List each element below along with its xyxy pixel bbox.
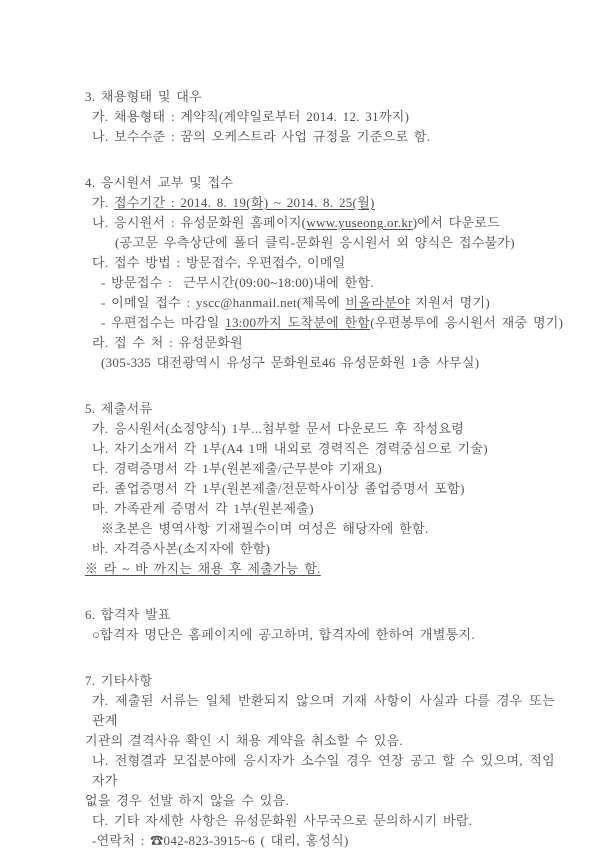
- document-line: [85, 353, 555, 373]
- text-segment: 기관의 결격사유 확인 시 채용 계약을 취소할 수 있음.: [85, 733, 403, 748]
- text-segment: 다. 접수 방법 : 방문접수, 우편접수, 이메일: [92, 255, 346, 270]
- document-line: [85, 519, 555, 539]
- text-segment: 다. 기타 자세한 사항은 유성문화원 사무국으로 문의하시기 바람.: [92, 813, 473, 828]
- text-segment: (우편봉투에 응시원서 재중 명기): [370, 315, 564, 330]
- text-segment: 가.: [92, 195, 114, 210]
- text-segment: 나. 자기소개서 각 1부(A4 1매 내외로 경력직은 경력중심으로 기술): [92, 441, 488, 456]
- document-line: [85, 811, 555, 831]
- underlined-text: 비올라분야: [345, 295, 410, 310]
- text-segment: ○합격자 명단은 홈페이지에 공고하며, 합격자에 한하여 개별통지.: [92, 627, 475, 642]
- text-segment: - 이메일 접수 : yscc@hanmail.net(제목에: [101, 295, 346, 310]
- document-line: [85, 459, 555, 479]
- text-segment: 가. 응시원서(소정양식) 1부...첨부할 문서 다운로드 후 작성요령: [92, 421, 465, 436]
- document-line: [85, 731, 555, 751]
- underlined-text: 13:00까지 도착분에 한함: [225, 315, 371, 330]
- text-segment: 지원서 명기): [409, 295, 490, 310]
- document-line: [85, 499, 555, 519]
- document-line: [85, 107, 555, 127]
- text-segment: 마. 가족관계 증명서 각 1부(원본제출): [92, 501, 314, 516]
- document-line: [85, 253, 555, 273]
- text-segment: 다. 경력증명서 각 1부(원본제출/근무분야 기재요): [92, 461, 383, 476]
- text-segment: 나. 보수수준 : 꿈의 오케스트라 사업 규정을 기준으로 함.: [92, 129, 431, 144]
- document-line: [85, 791, 555, 811]
- document-line: [85, 419, 555, 439]
- text-segment: - 우편접수는 마감일: [101, 315, 226, 330]
- underlined-text: ※ 라 ~ 바 까지는 채용 후 제출가능 함.: [85, 561, 321, 576]
- document-line: [85, 193, 555, 213]
- text-segment: 가. 제출된 서류는 일체 반환되지 않으며 기재 사항이 사실과 다를 경우 또는 관계: [92, 693, 555, 728]
- document-line: [85, 213, 555, 233]
- document-line: [85, 313, 564, 333]
- document-line: [85, 625, 555, 645]
- text-segment: (공고문 우측상단에 폴더 클릭-문화원 응시원서 외 양식은 접수불가): [115, 235, 515, 250]
- text-segment: 나. 전형결과 모집분야에 응시자가 소수일 경우 연장 공고 할 수 있으며, 적임자가: [92, 753, 555, 788]
- document-line: [85, 293, 555, 313]
- document-line: [85, 539, 555, 559]
- document-line: [85, 831, 555, 849]
- document-line: [85, 273, 555, 293]
- text-segment: 나. 응시원서 : 유성문화원 홈페이지(: [92, 215, 307, 230]
- text-segment: 바. 자격증사본(소지자에 한함): [92, 541, 271, 556]
- underlined-text: 접수기간 : 2014. 8. 19(화) ~ 2014. 8. 25(월): [113, 195, 375, 210]
- text-segment: ※초본은 병역사항 기재필수이며 여성은 해당자에 한함.: [101, 521, 429, 536]
- document-line: [85, 691, 555, 731]
- text-segment: 가. 채용형태 : 계약직(계약일로부터 2014. 12. 31까지): [92, 109, 410, 124]
- document-section: [85, 670, 555, 849]
- text-segment: - 방문접수 : 근무시간(09:00~18:00)내에 한함.: [101, 275, 374, 290]
- section-heading: 6. 합격자 발표: [85, 607, 171, 622]
- text-segment: 라. 졸업증명서 각 1부(원본제출/전문학사이상 졸업증명서 포함): [92, 481, 465, 496]
- document-section: [85, 604, 555, 645]
- document-section: [85, 86, 555, 147]
- text-segment: (305-335 대전광역시 유성구 문화원로46 유성문화원 1층 사무실): [101, 355, 480, 370]
- document-section: [85, 172, 564, 373]
- section-heading: 7. 기타사항: [85, 673, 153, 688]
- document-line: [85, 333, 555, 353]
- section-heading: 3. 채용형태 및 대우: [85, 89, 203, 104]
- document-section: [85, 398, 555, 579]
- document-line: [85, 479, 555, 499]
- document-line: [85, 127, 555, 147]
- document-line: [85, 559, 555, 579]
- section-heading: 4. 응시원서 교부 및 접수: [85, 175, 234, 190]
- text-segment: 라. 접 수 처 : 유성문화원: [92, 335, 243, 350]
- document-line: [85, 439, 555, 459]
- text-segment: 없을 경우 선발 하지 않을 수 있음.: [85, 793, 290, 808]
- text-segment: )에서 다운로드: [412, 215, 501, 230]
- text-segment: -연락처 : ☎042-823-3915~6 ( 대리, 홍성식): [92, 833, 349, 848]
- document-line: [85, 233, 555, 253]
- underlined-text: www.yuseong.or.kr: [306, 215, 413, 230]
- document-line: [85, 751, 555, 791]
- section-heading: 5. 제출서류: [85, 401, 153, 416]
